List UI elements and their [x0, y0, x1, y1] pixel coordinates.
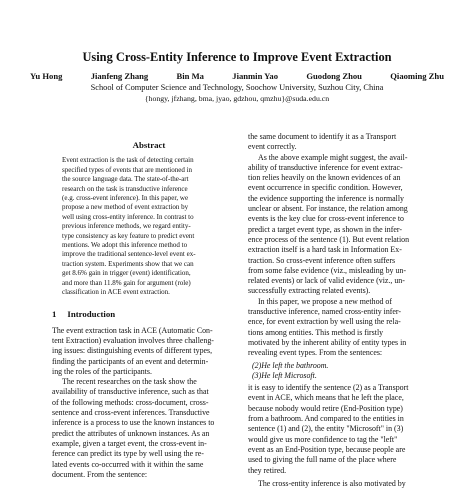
paper-title: Using Cross-Entity Inference to Improve Event Extraction	[82, 50, 392, 64]
body-paragraph: the same document to identify it as a Transport event correctly.	[248, 132, 397, 152]
example-sentence: (3)He left Microsoft.	[252, 370, 317, 380]
right-column	[248, 132, 448, 489]
author-name: Jianfeng Zhang	[90, 71, 149, 81]
section-heading-introduction: 1 Introduction	[52, 309, 116, 320]
author-name: Qiaoming Zhu	[390, 71, 444, 81]
body-paragraph: In this paper, we propose a new method of transductive inference, named cross-entity infer- ence, for event extraction by well using the rela- tions among entities. This method is firstly motivated by the inherent ability of entity types in revealing event types. From the sentences:	[248, 296, 407, 358]
left-column	[52, 132, 246, 480]
author-emails: {hongy, jfzhang, bma, jyao, gdzhou, qmzhu}@suda.edu.cn	[144, 94, 330, 103]
example-sentence: (2)He left the bathroom.	[252, 360, 329, 370]
intro-paragraph: The recent researches on the task show the availability of transductive inference, such as that of the following methods: cross-document, cross- sentence and cross-event inferences. Transductive inference is a process to use the known instances to predict the attributes of unknown instances. As an example, given a target event, the cross-event in- ference can predict its type by well using the re- lated events co-occurred with it within the same document. From the sentence:	[52, 377, 215, 479]
body-paragraph: it is easy to identify the sentence (2) as a Transport event in ACE, which means that he left the place, because nobody would retire (End-Position type) from a bathroom. And compared to the entities in sentence (1) and (2), the entity "Microsoft" in (3) would give us more confidence to tag the "left" event as an End-Position type, because people are used to giving the full name of the place where they retired.	[248, 383, 409, 475]
author-name: Bin Ma	[176, 71, 204, 81]
author-name: Yu Hong	[30, 71, 63, 81]
body-paragraph: As the above example might suggest, the avail- ability of transductive inference for event extrac- tion relies heavily on the known evidences of an event occurrence in specific condition. However, the evidence supporting the inference is normally unclear or absent. For instance, the relation among events is the key clue for cross-event inference to predict a target event type, as shown in the infer- ence process of the sentence (1). But event relation extraction itself is a hard task in Information Ex- traction. So cross-event inference often suffers from some false evidence (viz., misleading by un- related events) or lack of valid evidence (viz., un- successfully extracting related events).	[248, 152, 410, 296]
example-sentences	[252, 361, 448, 382]
author-list	[30, 71, 444, 81]
abstract-text: Event extraction is the task of detecting certain specified types of events that are mentioned in the source language data. The state-of-the-art research on the task is transductive inference (e.g. cross-event inference). In this paper, we propose a new method of event extraction by well using cross-entity inference. In contrast to previous inference methods, we regard entity- type consistency as key feature to predict event mentions. We adopt this inference method to improve the traditional sentence-level event ex- traction system. Experiments show that we can get 8.6% gain in trigger (event) identification, and more than 11.8% gain for argument (role) classification in ACE event extraction.	[62, 156, 196, 296]
body-paragraph: The cross-entity inference is also motivated by	[258, 478, 406, 488]
author-name: Jianmin Yao	[232, 71, 279, 81]
abstract-heading: Abstract	[132, 140, 166, 150]
author-name: Guodong Zhou	[306, 71, 362, 81]
affiliation: School of Computer Science and Technology, Soochow University, Suzhou City, China	[90, 83, 384, 92]
intro-paragraph: The event extraction task in ACE (Automatic Con- tent Extraction) evaluation involves three challeng- ing issues: distinguishing events of different types, finding the participants of an event and determin- ing the roles of the participants.	[52, 325, 214, 376]
